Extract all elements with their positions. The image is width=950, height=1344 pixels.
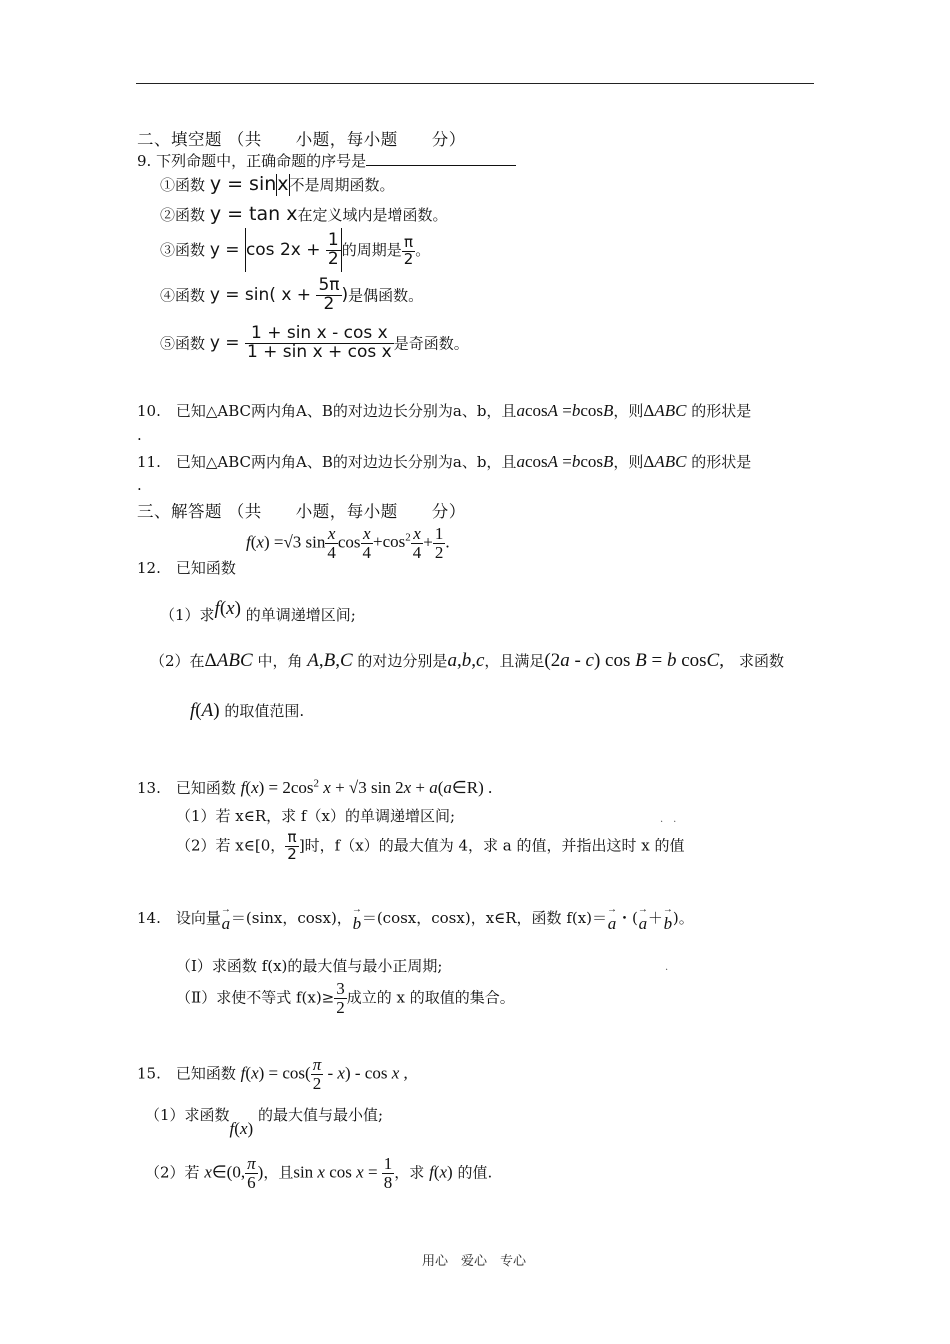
- question-11: 11. 已知△ABC两内角A、B的对边边长分别为a、b，且acosA =bcosB，则ΔABC 的形状是: [137, 452, 752, 471]
- question-9-item-4: ④函数 y = sin( x + $\frac{5\pi}{2}$ )是偶函数。: [160, 275, 424, 314]
- question-15-part-2: （2）若 x∈(0, $\frac{\pi}{6}$ )，且sin x cos x = $\frac{1}{8}$ ，求 f(x) 的值.: [145, 1154, 493, 1192]
- stray-dots: . .: [660, 814, 677, 825]
- page-footer: 用心 爱心 专心: [422, 1254, 527, 1269]
- question-12-part-1: （1）求f(x) 的单调递增区间;: [160, 598, 356, 624]
- question-13-part-1: （1）若 x∈R，求 f（x）的单调递增区间;: [176, 807, 456, 825]
- question-9-item-1: ①函数 y = sinx不是周期函数。: [160, 173, 395, 195]
- question-12-part-2-cont: f(A) 的取值范围.: [190, 700, 305, 721]
- question-10: 10. 已知△ABC两内角A、B的对边边长分别为a、b，且acosA =bcosB，则ΔABC 的形状是: [137, 401, 752, 420]
- answer-blank[interactable]: [366, 151, 516, 166]
- stray-dot: .: [665, 962, 669, 973]
- question-10-dot: .: [137, 426, 142, 444]
- question-12-stem: 12. 已知函数: [137, 559, 236, 577]
- question-13-stem: 13. 已知函数 $f(x) = 2\cos^2$ x + √3 sin 2x + a(a∈R) .: [137, 777, 493, 797]
- question-13-part-2: （2）若 x∈[0， $\frac{\pi}{2}$ ]时，f（x）的最大值为 4，求 a 的值，并指出这时 x 的值: [176, 828, 685, 863]
- question-14-part-2: （Ⅱ）求使不等式 f(x)≥ $\frac{3}{2}$ 成立的 x 的取值的集合。: [176, 979, 515, 1017]
- question-9-stem: 9. 下列命题中，正确命题的序号是: [137, 150, 516, 171]
- question-9-item-3: ③函数 y = cos 2x + $\frac{1}{2}$ 的周期是 $\frac{\pi}{2}$ 。: [160, 228, 430, 272]
- question-15-stem: 15. 已知函数 f(x) = cos( $\frac{\pi}{2}$ - x) - cos x ,: [137, 1055, 408, 1093]
- section-solve-heading: 三、解答题 （共 小题，每小题 分）: [137, 502, 466, 521]
- question-12-part-2: （2）在ΔABC 中，角 A,B,C 的对边分别是a,b,c，且满足(2a - c) cos B = b cosC, 求函数: [150, 650, 785, 671]
- question-15-part-1: （1）求函数f(x) 的最大值与最小值;: [145, 1106, 384, 1138]
- question-14-stem: 14. 设向量 → a ＝(sinx，cosx)， → b ＝(cosx，cosx)，x∈R，函数 f(x)＝ → a ・( → a ＋ → b )。: [137, 904, 694, 933]
- question-9-item-2: ②函数 y = tan x在定义域内是增函数。: [160, 203, 448, 225]
- question-12-formula: f(x) =√3 sin $\frac{x}{4}$ cos $\frac{x}{4}$ $+\cos^2$ $\frac{x}{4}$ + $\frac{1}{2}$ .: [246, 524, 450, 562]
- question-9-item-5: ⑤函数 y = $\frac{\text{1 + sin x - cos x}}{\text{1 + sin x + cos x}}$ 是奇函数。: [160, 323, 469, 362]
- question-11-dot: .: [137, 476, 142, 494]
- header-rule: [136, 83, 814, 84]
- question-14-part-1: （Ⅰ）求函数 f(x)的最大值与最小正周期;: [176, 957, 443, 975]
- section-fill-in-heading: 二、填空题 （共 小题，每小题 分）: [137, 130, 466, 149]
